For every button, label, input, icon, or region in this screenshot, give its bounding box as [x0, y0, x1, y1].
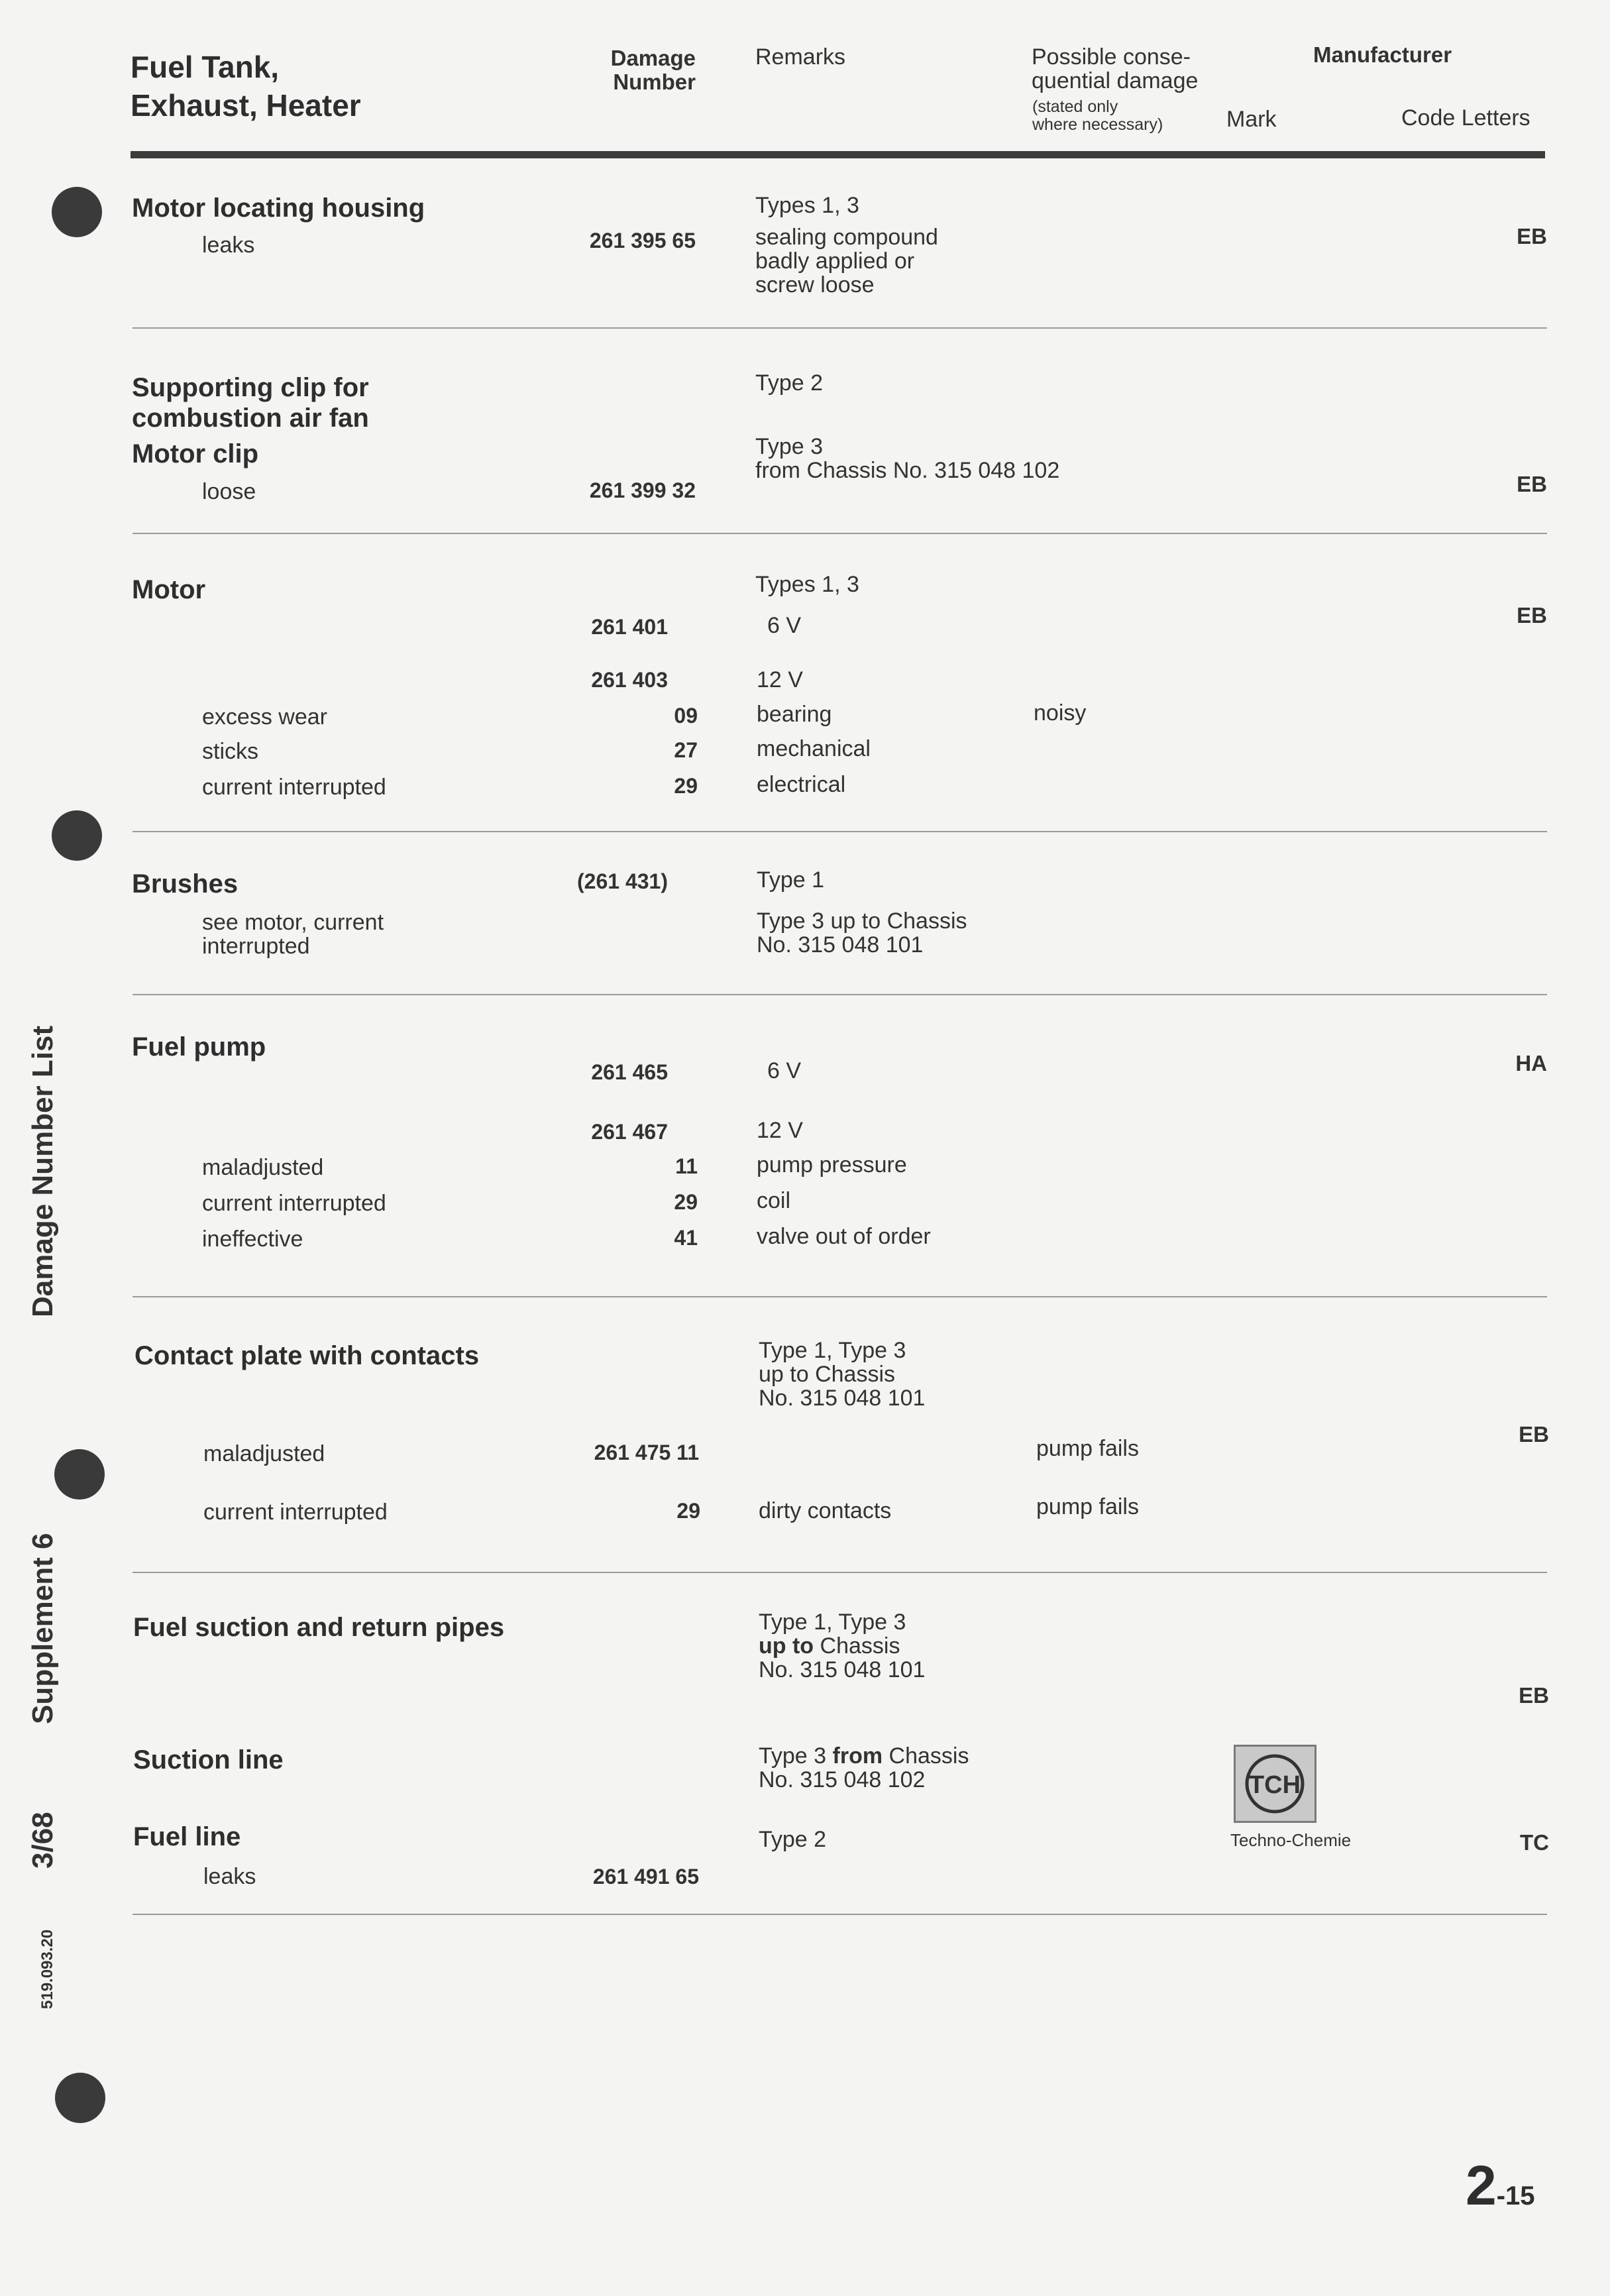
damage-item: loose [202, 479, 256, 504]
damage-number: 09 [674, 704, 698, 728]
remark: Type 1, Type 3 up to Chassis No. 315 048 101 [759, 1610, 926, 1682]
remark: 6 V [767, 613, 802, 638]
punch-hole [52, 187, 102, 237]
remark: dirty contacts [759, 1498, 892, 1523]
punch-hole [54, 1449, 105, 1500]
damage-item: current interrupted [203, 1500, 388, 1525]
code-letters: EB [1519, 1422, 1549, 1447]
damage-item: current interrupted [202, 1191, 386, 1216]
damage-item: current interrupted [202, 775, 386, 800]
damage-item: leaks [203, 1864, 256, 1889]
damage-number: 261 475 11 [594, 1441, 699, 1464]
damage-number: 11 [675, 1154, 698, 1178]
header-divider [131, 151, 1545, 158]
remark: bearing [757, 702, 832, 727]
punch-hole [52, 810, 102, 861]
damage-item: see motor, current interrupted [202, 910, 384, 959]
svg-text:TCH: TCH [1248, 1771, 1301, 1799]
remark: Type 2 [755, 370, 824, 396]
remark: coil [757, 1188, 791, 1213]
remarks-header: Remarks [755, 44, 846, 70]
section-title: Fuel suction and return pipes [133, 1613, 505, 1642]
remark: 12 V [757, 1118, 803, 1143]
damage-number: 261 491 65 [592, 1865, 699, 1888]
damage-number: 261 399 32 [589, 478, 696, 502]
section-divider [133, 831, 1547, 832]
remark: 12 V [757, 667, 803, 692]
remark: pump pressure [757, 1152, 907, 1177]
code-letters: EB [1519, 1683, 1549, 1708]
page-number: 2-15 [1466, 2154, 1535, 2216]
remark: Type 1 [757, 867, 825, 893]
mark-header: Mark [1226, 107, 1277, 132]
section-title: Fuel line [133, 1822, 241, 1851]
section-title: Fuel pump [132, 1032, 266, 1062]
section-divider [133, 1572, 1547, 1573]
manufacturer-header: Manufacturer [1313, 42, 1452, 67]
code-letters: EB [1517, 472, 1547, 496]
damage-number: 29 [674, 774, 698, 798]
remark: electrical [757, 772, 846, 797]
damage-item: sticks [202, 739, 258, 764]
damage-number: 261 403 [591, 668, 668, 692]
punch-hole [55, 2073, 105, 2123]
section-title: Supporting clip for combustion air fan Motor clip [132, 373, 369, 468]
section-divider [133, 327, 1547, 329]
remark: Type 2 [759, 1827, 827, 1852]
sidebar-doc-number: 519.093.20 [38, 1929, 56, 2009]
remark: Types 1, 3 sealing compound badly applied or screw loose [755, 193, 938, 298]
section-title: Motor locating housing [132, 193, 425, 223]
stated-note: (stated only where necessary) [1032, 97, 1163, 134]
damage-item: leaks [202, 233, 255, 258]
section-title: Contact plate with contacts [134, 1341, 480, 1370]
damage-number: 261 401 [591, 615, 668, 639]
damage-number: 261 395 65 [589, 229, 696, 252]
sidebar-list-title: Damage Number List [27, 1025, 59, 1317]
section-title: Motor [132, 575, 206, 604]
remark: Type 3 from Chassis No. 315 048 102 [755, 434, 1060, 483]
page-title: Fuel Tank, Exhaust, Heater [131, 50, 361, 123]
remark: mechanical [757, 736, 871, 761]
code-letters: EB [1517, 224, 1547, 248]
damage-number-header: Damage Number [610, 46, 696, 94]
remark: Types 1, 3 [755, 572, 859, 597]
code-letters-header: Code Letters [1401, 105, 1530, 131]
damage-item: maladjusted [203, 1441, 325, 1466]
tch-logo-icon [1236, 1747, 1315, 1821]
remark: Type 3 up to Chassis No. 315 048 101 [757, 908, 967, 957]
section-divider [133, 1296, 1547, 1297]
damage-item: excess wear [202, 704, 327, 730]
remark: valve out of order [757, 1224, 931, 1249]
section-divider [133, 1914, 1547, 1915]
sidebar-date: 3/68 [27, 1812, 59, 1869]
section-title: Brushes [132, 869, 239, 899]
remark: Type 1, Type 3 up to Chassis No. 315 048 101 [759, 1338, 926, 1411]
damage-item: ineffective [202, 1227, 303, 1252]
damage-number: 29 [674, 1190, 698, 1214]
remark: 6 V [767, 1058, 802, 1083]
damage-number: 261 467 [591, 1120, 668, 1144]
damage-number: (261 431) [577, 869, 668, 893]
consequential-damage: pump fails [1036, 1436, 1139, 1461]
consequential-damage: noisy [1034, 700, 1087, 726]
damage-number: 41 [674, 1226, 698, 1250]
damage-number: 29 [676, 1499, 700, 1523]
section-divider [133, 533, 1547, 534]
consequential-damage: pump fails [1036, 1494, 1139, 1519]
damage-item: maladjusted [202, 1155, 324, 1180]
damage-number: 261 465 [591, 1060, 668, 1084]
possible-damage-header: Possible conse- quential damage [1032, 44, 1199, 93]
code-letters: TC [1520, 1830, 1549, 1855]
remark: Type 3 from Chassis No. 315 048 102 [759, 1743, 969, 1792]
damage-number: 27 [674, 738, 698, 762]
section-title: Suction line [133, 1745, 284, 1775]
techno-chemie-logo [1234, 1745, 1316, 1823]
code-letters: HA [1515, 1051, 1547, 1075]
code-letters: EB [1517, 603, 1547, 628]
logo-caption: Techno-Chemie [1230, 1830, 1352, 1850]
section-divider [133, 994, 1547, 995]
sidebar-supplement: Supplement 6 [27, 1533, 59, 1724]
